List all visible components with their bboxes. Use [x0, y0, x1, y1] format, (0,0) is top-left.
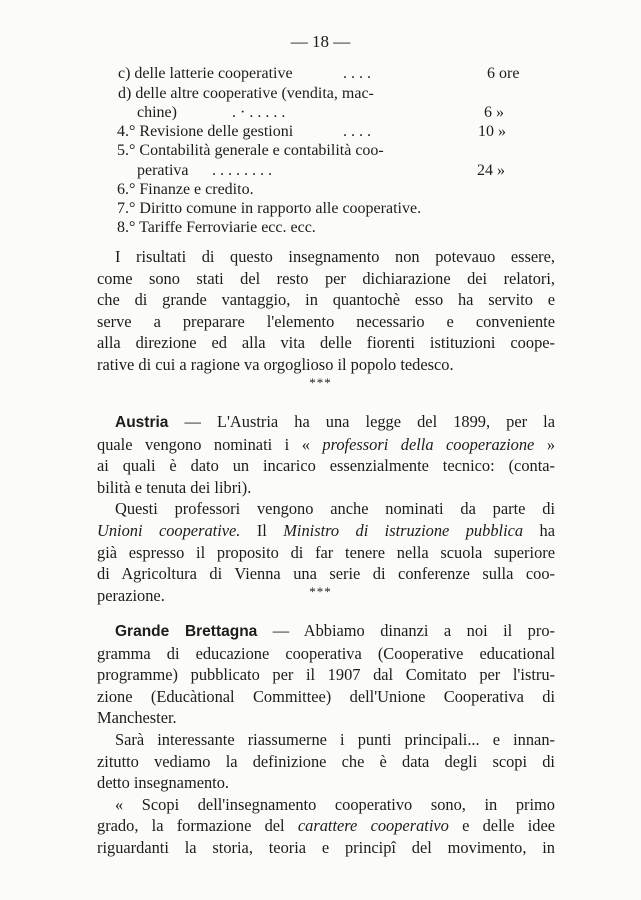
- section-heading-austria: Austria: [115, 414, 169, 431]
- italic-term: Unioni cooperative.: [97, 520, 241, 540]
- text-fragment: Il: [240, 520, 284, 540]
- text-fragment: e delle idee: [448, 816, 555, 836]
- italic-term: carattere cooperativo: [297, 816, 449, 836]
- toc-label: 7.° Diritto comune in rapporto alle cooperative.: [117, 200, 422, 217]
- text-line: I risultati di questo insegnamento non potevauo essere,: [115, 247, 555, 266]
- toc-label: 6.° Finanze e credito.: [117, 181, 254, 198]
- toc-value: 24 »: [477, 162, 505, 179]
- text-line: [97, 520, 555, 542]
- text-line: che di grande vantaggio, in quantochè esso ha servito e: [97, 290, 555, 310]
- paragraph-results: [97, 246, 555, 376]
- toc-label: 8.° Tariffe Ferroviarie ecc. ecc.: [117, 219, 316, 236]
- text-line: alla direzione ed alla vita delle fiorenti istituzioni coope-: [97, 333, 555, 353]
- text-line: perazione.: [97, 585, 165, 605]
- section-austria: [97, 411, 555, 606]
- toc-dots: . . . . . . . .: [212, 162, 272, 179]
- page-number: — 18 —: [290, 32, 351, 51]
- text-line: Questi professori vengono anche nominati da parte di: [115, 499, 555, 519]
- toc-dots: . . . .: [343, 65, 371, 82]
- text-line: [97, 815, 555, 837]
- toc-value: 10 »: [478, 123, 506, 140]
- text-line: « Scopi dell'insegnamento cooperativo sono, in primo: [115, 794, 555, 814]
- text-line: Sarà interessante riassumerne i punti principali... e innan-: [115, 729, 555, 749]
- toc-dots: . · . . . . .: [232, 104, 286, 121]
- text-line: programme) pubblicato per il 1907 dal Comitato per l'istru-: [97, 665, 555, 685]
- text-line: già espresso il proposito di far tenere nella scuola superiore: [97, 542, 555, 562]
- toc-label: chine): [137, 104, 177, 121]
- section-grande-brettagna: [97, 620, 555, 859]
- toc-value: 6 »: [484, 104, 504, 121]
- toc-label: 5.° Contabilità generale e contabilità coo-: [117, 142, 384, 159]
- italic-term: professori della cooperazione: [322, 434, 535, 454]
- text-line: come sono stati del resto per dichiarazione dei relatori,: [97, 268, 555, 288]
- text-line: Manchester.: [97, 708, 177, 728]
- text-fragment: — L'Austria ha una legge del 1899, per la: [168, 412, 555, 431]
- section-separator: ***: [309, 375, 332, 390]
- section-heading-gb: Grande Brettagna: [115, 623, 258, 640]
- toc-dots: . . . .: [343, 123, 371, 140]
- toc-label: 4.° Revisione delle gestioni: [117, 123, 294, 140]
- text-line: bilità e tenuta dei libri).: [97, 477, 252, 497]
- text-fragment: grado, la formazione del: [97, 816, 298, 836]
- text-line: detto insegnamento.: [97, 773, 230, 793]
- text-line: [97, 411, 555, 434]
- italic-term: Ministro di istruzione pubblica: [283, 520, 524, 540]
- toc-value: 6 ore: [487, 65, 520, 82]
- text-fragment: — Abbiamo dinanzi a noi il pro-: [257, 621, 555, 640]
- text-line: [97, 620, 555, 643]
- text-line: zione (Educàtional Committee) dell'Unione Cooperativa di: [97, 686, 555, 706]
- toc-label: perativa: [137, 162, 189, 179]
- section-separator: ***: [309, 584, 332, 599]
- text-line: zitutto vediamo la definizione che è data degli scopi di: [97, 751, 555, 771]
- toc-label: c) delle latterie cooperative: [118, 65, 293, 82]
- text-line: di Agricoltura di Vienna una serie di conferenze sulla coo-: [97, 564, 555, 584]
- text-line: rative di cui a ragione va orgoglioso il popolo tedesco.: [97, 354, 454, 374]
- text-line: ai quali è dato un incarico essenzialmente tecnico: (conta-: [97, 456, 555, 476]
- text-line: serve a preparare l'elemento necessario e conveniente: [97, 311, 555, 331]
- text-line: [97, 434, 555, 456]
- text-line: riguardanti la storia, teoria e principî del movimento, in: [97, 837, 555, 857]
- text-line: gramma di educazione cooperativa (Cooperative educational: [97, 643, 555, 663]
- text-fragment: »: [534, 434, 556, 454]
- text-fragment: quale vengono nominati i «: [97, 434, 323, 454]
- text-fragment: ha: [523, 520, 555, 540]
- toc-label: d) delle altre cooperative (vendita, mac-: [118, 85, 374, 102]
